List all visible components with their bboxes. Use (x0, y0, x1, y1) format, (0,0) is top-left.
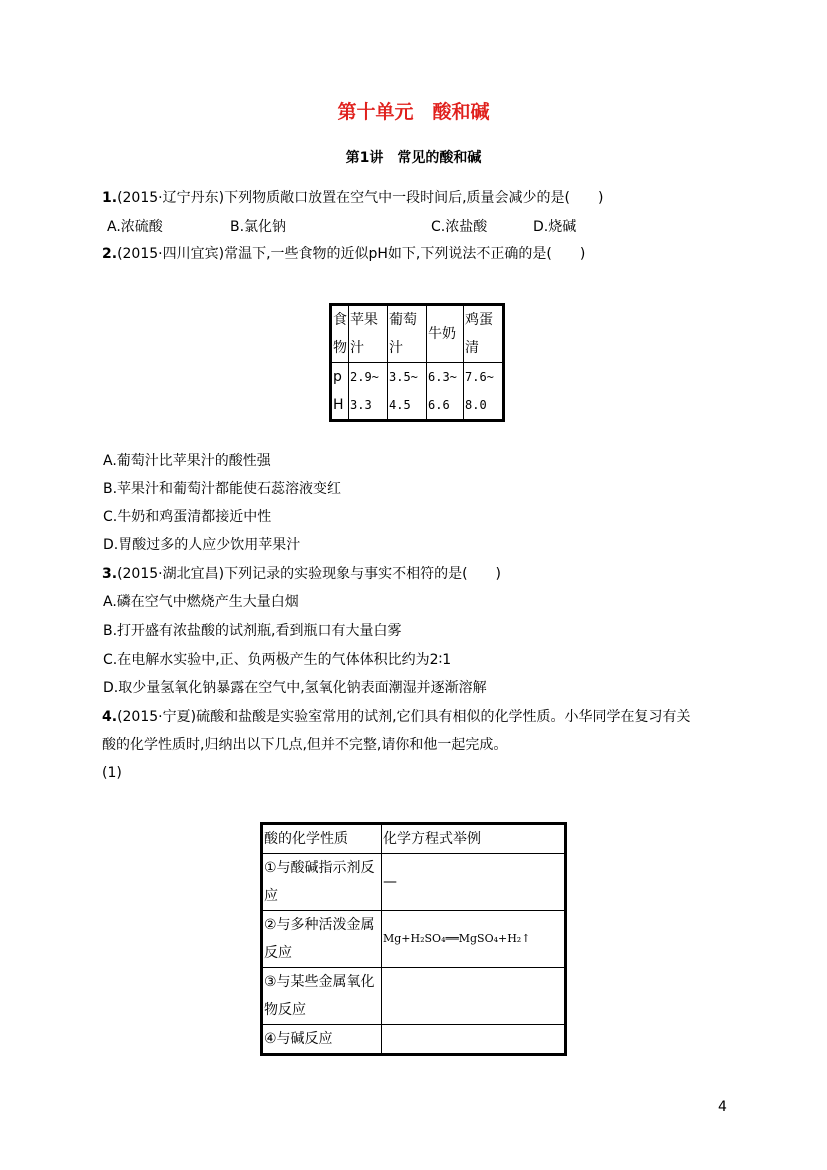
table-row (331, 305, 504, 363)
question-number: 1. (102, 190, 118, 206)
table-cell: 食物 (331, 305, 349, 363)
option-b: B.苹果汁和葡萄汁都能使石蕊溶液变红 (103, 481, 342, 497)
question-2 (102, 245, 585, 263)
table-header: 化学方程式举例 (382, 824, 566, 854)
question-4 (102, 708, 691, 726)
question-text: (2015·湖北宜昌)下列记录的实验现象与事实不相符的是( ) (117, 566, 501, 582)
option-d: D.胃酸过多的人应少饮用苹果汁 (103, 537, 301, 553)
part-label: (1) (102, 765, 122, 781)
table-cell: Mg+H₂SO₄══MgSO₄+H₂↑ (382, 911, 566, 968)
table-cell: 7.6~8.0 (464, 363, 504, 421)
table-cell: 葡萄汁 (388, 305, 427, 363)
table-cell: 3.5~4.5 (388, 363, 427, 421)
question-text: (2015·辽宁丹东)下列物质敞口放置在空气中一段时间后,质量会减少的是( ) (117, 190, 604, 206)
question-3 (102, 565, 501, 583)
option-b: B.氯化钠 (230, 219, 287, 235)
option-b: B.打开盛有浓盐酸的试剂瓶,看到瓶口有大量白雾 (103, 623, 402, 639)
table-cell: ②与多种活泼金属反应 (262, 911, 382, 968)
option-c: C.牛奶和鸡蛋清都接近中性 (103, 509, 272, 525)
question-text: (2015·宁夏)硫酸和盐酸是实验室常用的试剂,它们具有相似的化学性质。小华同学在复习有关 (117, 709, 691, 725)
table-cell: ①与酸碱指示剂反应 (262, 854, 382, 911)
unit-title: 第十单元 酸和碱 (337, 101, 490, 123)
ph-table (329, 303, 505, 422)
question-text: (2015·四川宜宾)常温下,一些食物的近似pH如下,下列说法不正确的是( ) (117, 246, 586, 262)
table-cell: 鸡蛋清 (464, 305, 504, 363)
table-cell: 2.9~3.3 (349, 363, 388, 421)
option-c: C.浓盐酸 (431, 219, 488, 235)
table-cell: 6.3~6.6 (427, 363, 464, 421)
table-cell: ④与碱反应 (262, 1025, 382, 1055)
table-cell: ③与某些金属氧化物反应 (262, 968, 382, 1025)
question-text-cont: 酸的化学性质时,归纳出以下几点,但并不完整,请你和他一起完成。 (102, 737, 508, 753)
table-row (262, 968, 566, 1025)
table-cell (382, 1025, 566, 1055)
question-number: 2. (102, 246, 118, 262)
table-row (262, 824, 566, 854)
table-row (262, 1025, 566, 1055)
option-d: D.烧碱 (533, 219, 577, 235)
page-number: 4 (718, 1099, 727, 1115)
option-d: D.取少量氢氧化钠暴露在空气中,氢氧化钠表面潮湿并逐渐溶解 (103, 680, 487, 696)
option-a: A.磷在空气中燃烧产生大量白烟 (103, 594, 299, 610)
table-row (262, 911, 566, 968)
acid-properties-table (260, 822, 567, 1056)
table-row (262, 854, 566, 911)
table-row (331, 363, 504, 421)
question-number: 4. (102, 709, 118, 725)
option-a: A.葡萄汁比苹果汁的酸性强 (103, 453, 271, 469)
lesson-title: 第1讲 常见的酸和碱 (345, 150, 482, 166)
table-cell: — (382, 854, 566, 911)
table-cell: 牛奶 (427, 305, 464, 363)
table-header: 酸的化学性质 (262, 824, 382, 854)
question-number: 3. (102, 566, 118, 582)
question-1 (102, 189, 603, 207)
option-c: C.在电解水实验中,正、负两极产生的气体体积比约为2∶1 (103, 652, 452, 668)
table-cell (382, 968, 566, 1025)
table-cell: 苹果汁 (349, 305, 388, 363)
option-a: A.浓硫酸 (107, 219, 163, 235)
table-cell: pH (331, 363, 349, 421)
